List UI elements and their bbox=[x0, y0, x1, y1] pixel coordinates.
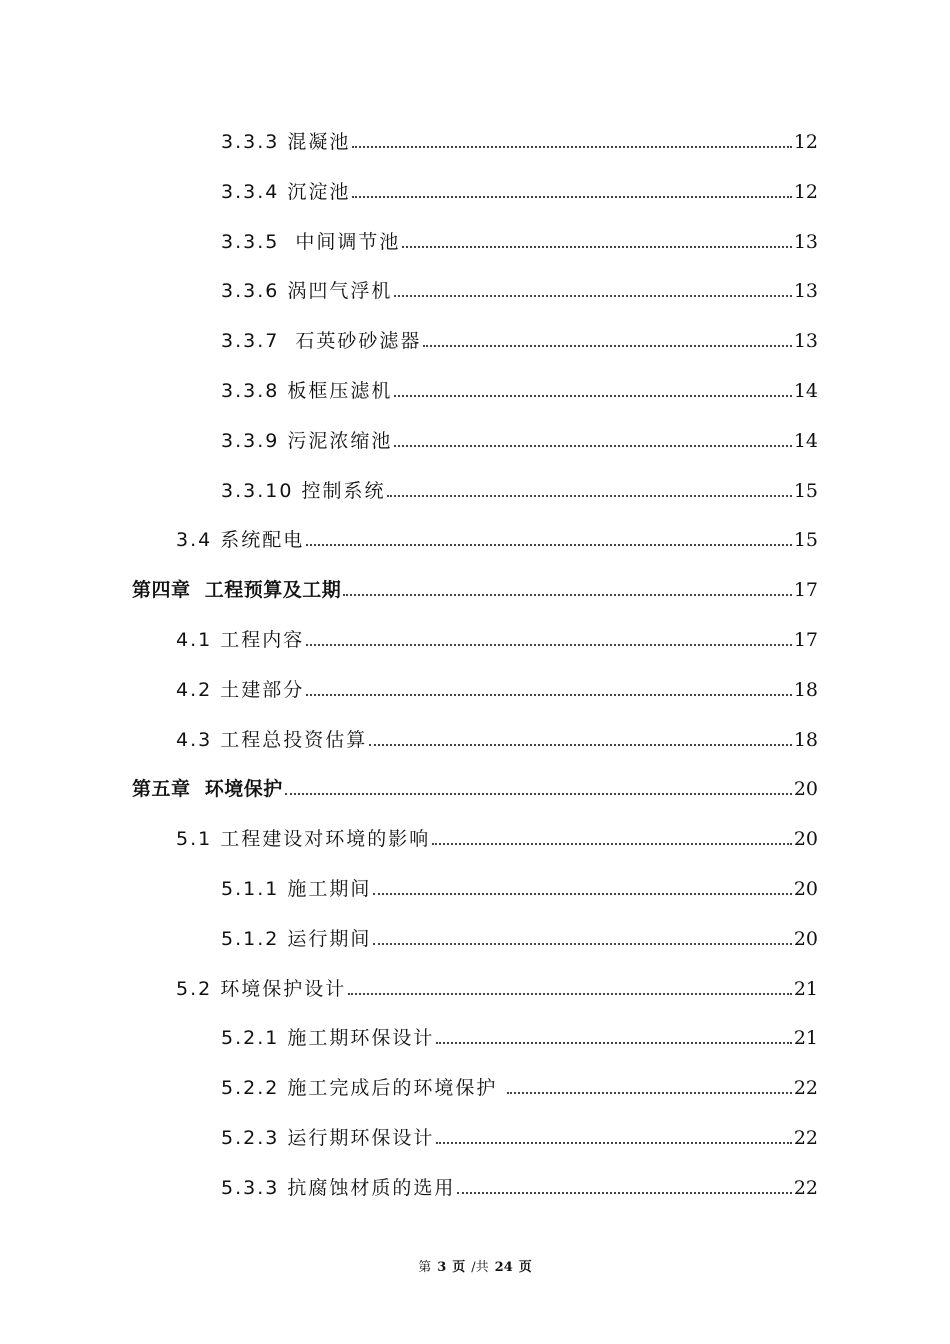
toc-dot-leader bbox=[352, 196, 791, 198]
toc-entry-title: 5.1.2 运行期间 bbox=[221, 928, 372, 950]
toc-entry-page-number: 22 bbox=[793, 1177, 818, 1199]
toc-entry[interactable] bbox=[221, 471, 818, 503]
toc-entry-page-number: 22 bbox=[793, 1077, 818, 1099]
toc-entry-page-number: 20 bbox=[793, 778, 818, 800]
footer-prefix: 第 bbox=[418, 1260, 432, 1275]
toc-entry[interactable] bbox=[221, 172, 818, 204]
toc-entry-title: 3.3.9 污泥浓缩池 bbox=[221, 430, 393, 452]
toc-dot-leader bbox=[402, 246, 791, 248]
toc-entry[interactable] bbox=[221, 271, 818, 303]
toc-entry[interactable] bbox=[221, 1168, 818, 1200]
toc-dot-leader bbox=[306, 544, 792, 546]
toc-dot-leader bbox=[436, 1042, 791, 1044]
toc-entry[interactable] bbox=[221, 1118, 818, 1150]
toc-dot-leader bbox=[507, 1092, 791, 1094]
toc-entry[interactable] bbox=[221, 122, 818, 154]
toc-entry-page-number: 21 bbox=[793, 1027, 818, 1049]
toc-entry[interactable] bbox=[221, 1018, 818, 1050]
toc-entry[interactable] bbox=[221, 919, 818, 951]
toc-entry-page-number: 13 bbox=[793, 330, 818, 352]
toc-entry-title: 3.4 系统配电 bbox=[176, 529, 305, 551]
toc-entry[interactable] bbox=[221, 1068, 818, 1100]
toc-entry[interactable] bbox=[221, 321, 818, 353]
toc-entry[interactable] bbox=[132, 769, 818, 801]
toc-entry-page-number: 20 bbox=[793, 878, 818, 900]
toc-dot-leader bbox=[394, 295, 791, 297]
footer-suffix: 页 bbox=[518, 1260, 532, 1275]
toc-dot-leader bbox=[432, 843, 792, 845]
toc-dot-leader bbox=[352, 146, 791, 148]
toc-entry[interactable] bbox=[221, 869, 818, 901]
toc-entry-page-number: 13 bbox=[793, 231, 818, 253]
toc-dot-leader bbox=[348, 993, 792, 995]
toc-entry-title: 5.3.3 抗腐蚀材质的选用 bbox=[221, 1177, 456, 1199]
toc-dot-leader bbox=[436, 1142, 791, 1144]
toc-entry[interactable] bbox=[221, 222, 818, 254]
toc-dot-leader bbox=[423, 345, 791, 347]
toc-entry-page-number: 13 bbox=[793, 280, 818, 302]
toc-entry[interactable] bbox=[176, 819, 818, 851]
toc-entry-page-number: 17 bbox=[793, 579, 818, 601]
toc-entry-page-number: 17 bbox=[793, 629, 818, 651]
toc-dot-leader bbox=[285, 793, 792, 795]
toc-entry-page-number: 12 bbox=[793, 181, 818, 203]
toc-entry-page-number: 20 bbox=[793, 828, 818, 850]
toc-entry-title: 3.3.7 石英砂砂滤器 bbox=[221, 330, 422, 352]
toc-entry-title: 3.3.8 板框压滤机 bbox=[221, 380, 393, 402]
toc-entry-page-number: 12 bbox=[793, 131, 818, 153]
toc-entry-page-number: 14 bbox=[793, 380, 818, 402]
footer-separator: /共 bbox=[471, 1260, 489, 1275]
toc-entry-page-number: 15 bbox=[793, 480, 818, 502]
toc-entry[interactable] bbox=[221, 421, 818, 453]
toc-entry[interactable] bbox=[176, 969, 818, 1001]
toc-entry-title: 4.1 工程内容 bbox=[176, 629, 305, 651]
toc-entry-title: 第四章 工程预算及工期 bbox=[132, 579, 342, 601]
toc-entry[interactable] bbox=[132, 570, 818, 602]
toc-entry[interactable] bbox=[176, 620, 818, 652]
toc-entry-page-number: 21 bbox=[793, 978, 818, 1000]
toc-entry-title: 5.1.1 施工期间 bbox=[221, 878, 372, 900]
toc-entry-page-number: 14 bbox=[793, 430, 818, 452]
footer-page-char: 页 bbox=[452, 1260, 466, 1275]
toc-entry[interactable] bbox=[176, 720, 818, 752]
toc-entry-title: 3.3.4 沉淀池 bbox=[221, 181, 351, 203]
toc-entry-title: 5.1 工程建设对环境的影响 bbox=[176, 828, 431, 850]
toc-entry-title: 5.2.3 运行期环保设计 bbox=[221, 1127, 435, 1149]
toc-dot-leader bbox=[306, 644, 792, 646]
toc-entry-page-number: 18 bbox=[793, 679, 818, 701]
toc-dot-leader bbox=[369, 744, 792, 746]
toc-entry-title: 5.2.1 施工期环保设计 bbox=[221, 1027, 435, 1049]
toc-entry-page-number: 20 bbox=[793, 928, 818, 950]
toc-entry-title: 3.3.3 混凝池 bbox=[221, 131, 351, 153]
page-footer bbox=[0, 1256, 950, 1275]
footer-current-page: 3 bbox=[437, 1260, 447, 1275]
toc-entry[interactable] bbox=[221, 371, 818, 403]
toc-entry-page-number: 22 bbox=[793, 1127, 818, 1149]
toc-entry[interactable] bbox=[176, 670, 818, 702]
toc-dot-leader bbox=[343, 594, 792, 596]
toc-entry[interactable] bbox=[176, 520, 818, 552]
toc-dot-leader bbox=[394, 395, 791, 397]
toc-dot-leader bbox=[373, 893, 791, 895]
toc-entry-title: 4.3 工程总投资估算 bbox=[176, 729, 368, 751]
toc-entry-page-number: 15 bbox=[793, 529, 818, 551]
toc-entry-title: 4.2 土建部分 bbox=[176, 679, 305, 701]
toc-entry-title: 3.3.5 中间调节池 bbox=[221, 231, 401, 253]
toc-entry-title: 第五章 环境保护 bbox=[132, 778, 283, 800]
toc-dot-leader bbox=[394, 445, 791, 447]
toc-entry-page-number: 18 bbox=[793, 729, 818, 751]
toc-dot-leader bbox=[306, 694, 792, 696]
toc-dot-leader bbox=[373, 943, 791, 945]
toc-dot-leader bbox=[457, 1192, 791, 1194]
toc-entry-title: 3.3.10 控制系统 bbox=[221, 480, 386, 502]
toc-dot-leader bbox=[387, 495, 791, 497]
toc-entry-title: 5.2.2 施工完成后的环境保护 bbox=[221, 1077, 506, 1099]
footer-total-pages: 24 bbox=[494, 1260, 513, 1275]
toc-entry-title: 3.3.6 涡凹气浮机 bbox=[221, 280, 393, 302]
toc-entry-title: 5.2 环境保护设计 bbox=[176, 978, 347, 1000]
